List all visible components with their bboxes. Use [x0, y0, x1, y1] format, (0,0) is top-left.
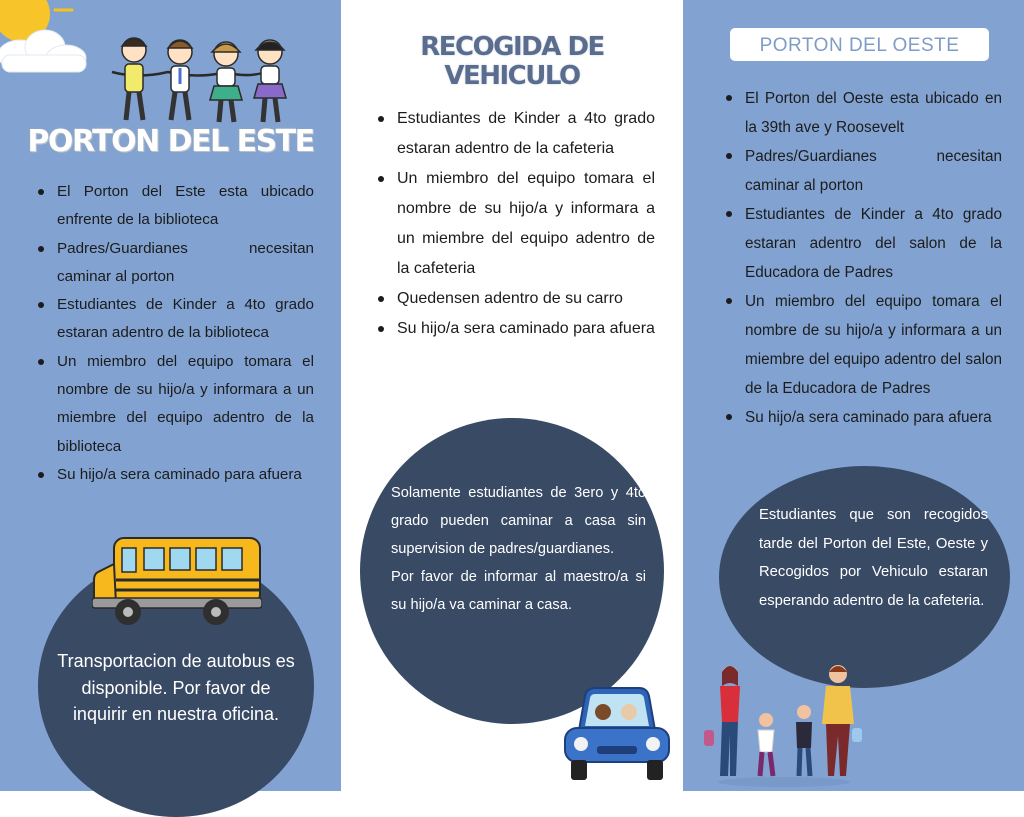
list-item: El Porton del Oeste esta ubicado en la 39th ave y Roosevelt	[723, 84, 1002, 142]
middle-info-list	[375, 104, 655, 344]
list-item: Su hijo/a sera caminado para afuera	[375, 314, 655, 344]
list-item: Padres/Guardianes necesitan caminar al porton	[35, 235, 314, 292]
list-item: Un miembro del equipo tomara el nombre de su hijo/a y informara a un miembre del equipo adentro de la cafeteria	[375, 164, 655, 284]
children-illustration	[98, 34, 294, 130]
list-item: Estudiantes de Kinder a 4to grado estaran adentro del salon de la Educadora de Padres	[723, 200, 1002, 287]
family-walking-illustration	[700, 664, 868, 791]
list-item: Un miembro del equipo tomara el nombre de su hijo/a y informara a un miembre del equipo adentro de la biblioteca	[35, 348, 314, 461]
bus-info-text: Transportacion de autobus es disponible. Por favor de inquirir en nuestra oficina.	[57, 651, 295, 724]
sun-cloud-illustration	[0, 0, 100, 80]
late-pickup-info-text: Estudiantes que son recogidos tarde del Porton del Este, Oeste y Recogidos por Vehiculo estaran esperando adentro de la cafeteria.	[759, 507, 988, 609]
middle-title-line-2: VEHICULO	[444, 61, 580, 91]
right-info-list	[723, 84, 1002, 432]
left-info-list	[35, 178, 314, 489]
list-item: Padres/Guardianes necesitan caminar al porton	[723, 142, 1002, 200]
walk-home-paragraph: Solamente estudiantes de 3ero y 4to grado pueden caminar a casa sin supervision de padres/guardianes.	[391, 485, 646, 557]
list-item: Quedensen adentro de su carro	[375, 284, 655, 314]
list-item: Un miembro del equipo tomara el nombre de su hijo/a y informara a un miembre del equipo adentro del salon de la Educadora de Padres	[723, 287, 1002, 403]
list-item: Su hijo/a sera caminado para afuera	[723, 403, 1002, 432]
list-item: Estudiantes de Kinder a 4to grado estaran adentro de la cafeteria	[375, 104, 655, 164]
list-item: Estudiantes de Kinder a 4to grado estaran adentro de la biblioteca	[35, 291, 314, 348]
middle-title-line-1: RECOGIDA DE	[420, 32, 604, 62]
right-panel-title: PORTON DEL OESTE	[730, 28, 989, 61]
inform-teacher-paragraph: Por favor de informar al maestro/a si su hijo/a va caminar a casa.	[391, 569, 646, 613]
walk-home-info-text	[391, 479, 646, 619]
list-item: El Porton del Este esta ubicado enfrente de la biblioteca	[35, 178, 314, 235]
middle-panel-title	[341, 33, 683, 91]
list-item: Su hijo/a sera caminado para afuera	[35, 461, 314, 489]
left-panel-title: PORTON DEL ESTE	[27, 124, 314, 159]
school-bus-icon	[92, 534, 262, 629]
car-icon	[563, 686, 671, 784]
